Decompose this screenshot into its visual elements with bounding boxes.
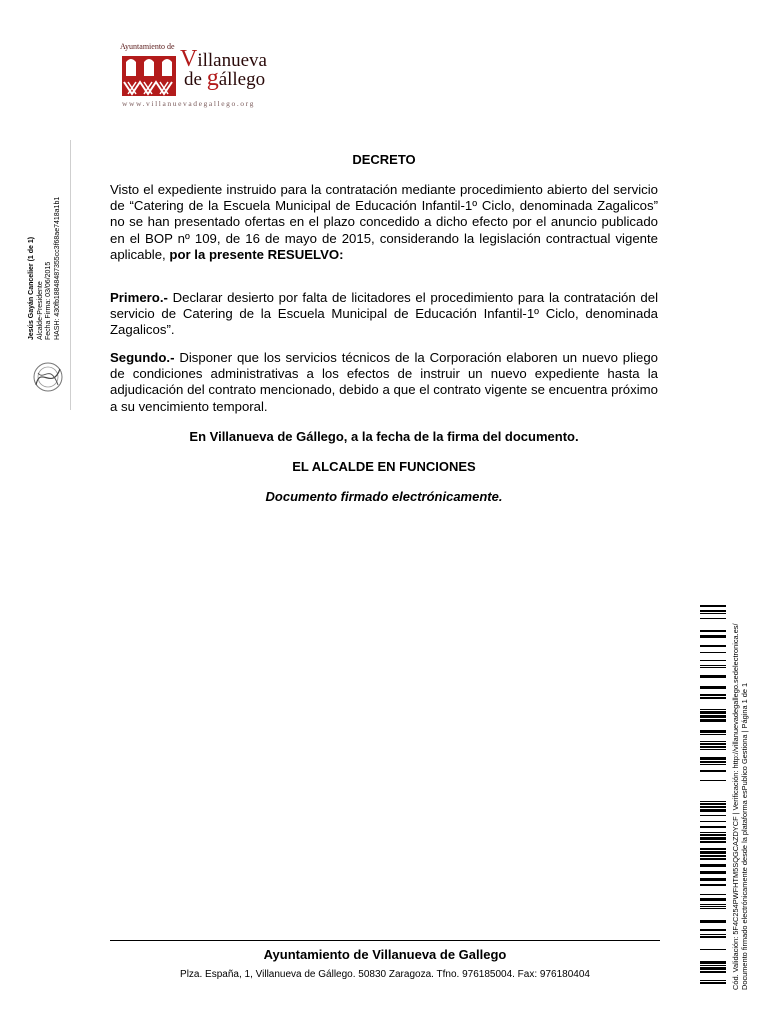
signer-name: Jesús Gayán Cancelier (1 de 1) [28, 236, 35, 340]
signature-hash: HASH: 430fb18848487355cc3f68ae7418a1b1 [53, 196, 61, 340]
signer-role: Alcalde-Presidente [36, 281, 44, 340]
verification-code: Cód. Validación: 5F4C254PWFHTM5SQGCAZDYCF | Verificación: http://villanuevadegallego.sedelectronica.es/ [731, 623, 740, 990]
footer-divider [110, 940, 660, 941]
segundo-label: Segundo.- [110, 350, 175, 365]
paragraph-intro: Visto el expediente instruido para la contratación mediante procedimiento abierto del servicio de “Catering de la Escuela Municipal de Educación Infantil-1º Ciclo, denominada Zagalicos” no se han presentado ofertas en el plazo concedido a dicho efecto por el anuncio publicado en el BOP nº 109, de 16 de mayo de 2015, considerando la legislación contractual vigente aplicable, por la presente RESUELVO: [110, 182, 658, 262]
document-title: DECRETO [352, 152, 416, 167]
verification-platform: Documento firmado electrónicamente desde la plataforma esPublico Gestiona | Página 1 de 1 [740, 682, 750, 990]
town-emblem-icon [120, 52, 178, 98]
signature-text [28, 140, 62, 340]
paragraph-primero: Primero.- Declarar desierto por falta de licitadores el procedimiento para la contratación del servicio de Catering de la Escuela Municipal de Educación Infantil-1º Ciclo, denominada Zagalicos”. [110, 290, 658, 338]
footer-address: Plza. España, 1, Villanueva de Gállego. 50830 Zaragoza. Tfno. 976185004. Fax: 976180404 [180, 969, 590, 980]
signature-stamp-icon [30, 355, 66, 399]
municipal-logo [118, 42, 278, 112]
signature-date: Fecha Firma: 03/06/2015 [45, 261, 53, 340]
logo-top-text: Ayuntamiento de [120, 42, 175, 51]
logo-name-line1: Villanueva [180, 46, 267, 72]
signed-note: Documento firmado electrónicamente. [265, 489, 503, 504]
logo-url: www.villanuevadegallego.org [122, 99, 255, 108]
verification-text [731, 610, 749, 990]
primero-label: Primero.- [110, 290, 168, 305]
resolution-phrase: por la presente RESUELVO: [169, 246, 344, 262]
paragraph-segundo: Segundo.- Disponer que los servicios técnicos de la Corporación elaboren un nuevo pliego de condiciones administrativas a los efectos de instruir un nuevo expediente hasta la adjudicación del contrato mencionado, debido a que el contrato vigente se encuentra próximo a su vencimiento temporal. [110, 350, 658, 414]
barcode-icon [700, 605, 726, 987]
footer-org: Ayuntamiento de Villanueva de Gallego [263, 947, 507, 962]
signer-title: EL ALCALDE EN FUNCIONES [292, 459, 476, 474]
logo-name-line2: de gállego [184, 65, 266, 91]
place-date-line: En Villanueva de Gállego, a la fecha de la firma del documento. [189, 429, 579, 444]
